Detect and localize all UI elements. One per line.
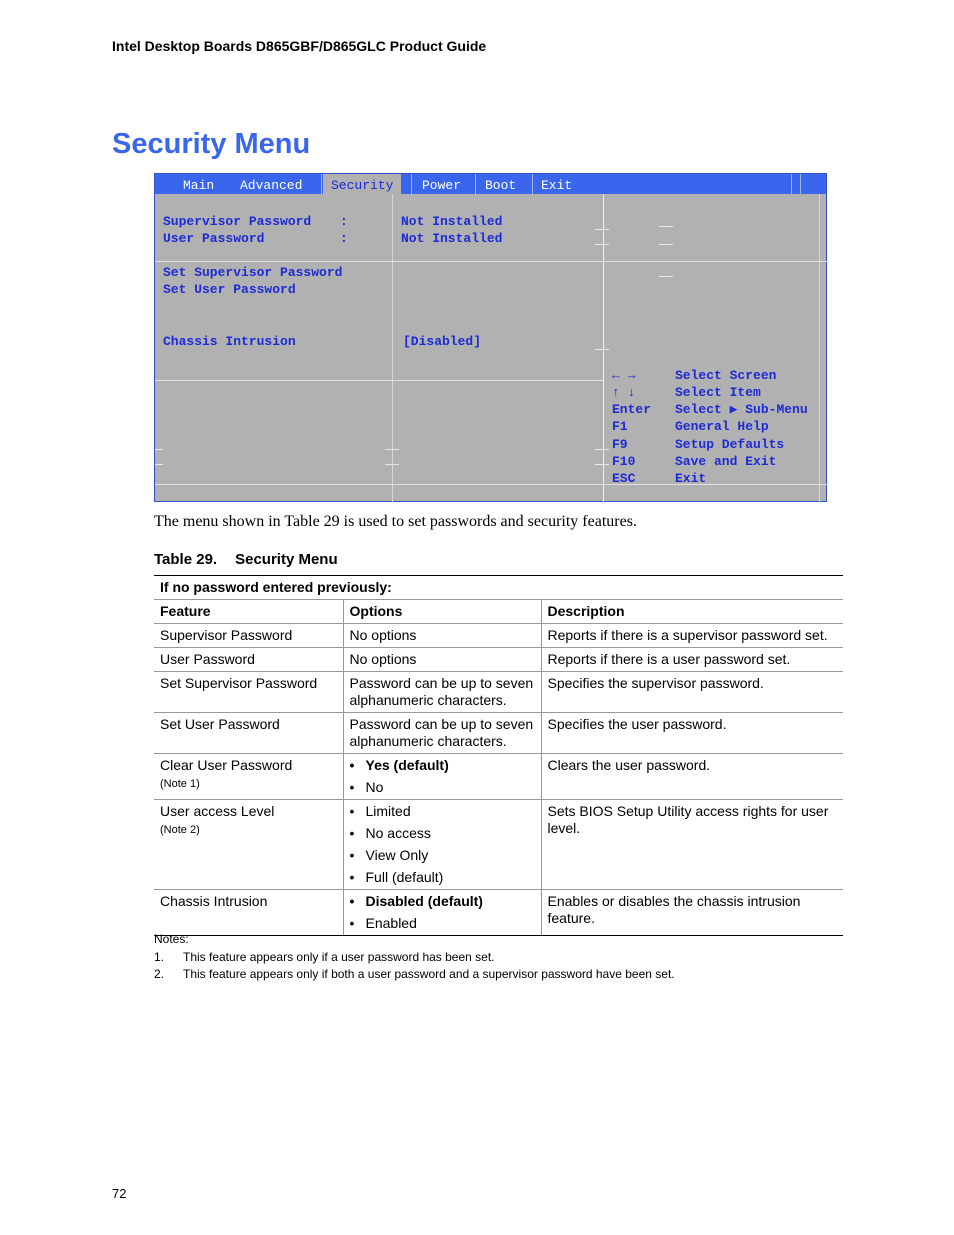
security-menu-table — [154, 575, 843, 936]
note-number: 2. — [154, 967, 165, 981]
table-header-row — [154, 600, 843, 624]
bios-key-arrows-lr: ← → — [612, 368, 636, 383]
bios-field-sep: : — [340, 231, 348, 246]
panel-edge — [819, 194, 820, 502]
cell-options — [343, 800, 541, 890]
cell-options — [343, 890, 541, 936]
bios-menu-power[interactable]: Power — [422, 178, 462, 193]
table-row — [154, 648, 843, 672]
bios-key-desc: Select Item — [675, 385, 761, 400]
header-feature: Feature — [154, 600, 343, 624]
bios-key-arrows-ud: ↑ ↓ — [612, 385, 636, 400]
bios-menu-security[interactable]: Security — [323, 174, 401, 194]
header-options: Options — [343, 600, 541, 624]
option-item: • No access — [350, 825, 535, 842]
table-row — [154, 672, 843, 713]
cell-feature — [154, 800, 343, 890]
menu-separator — [321, 174, 322, 194]
bios-menu-main[interactable]: Main — [183, 178, 215, 193]
table-caption-title: Security Menu — [235, 551, 338, 568]
bios-key-f1: F1 — [612, 419, 628, 434]
menu-separator — [791, 174, 792, 194]
table-row — [154, 754, 843, 800]
option-item: • No — [350, 779, 535, 796]
note-item — [154, 967, 675, 984]
bios-field-value-user: Not Installed — [401, 231, 503, 246]
cell-feature: Set User Password — [154, 713, 343, 754]
table-row — [154, 890, 843, 936]
option-item: • Limited — [350, 803, 535, 820]
cell-options — [343, 754, 541, 800]
table-row — [154, 800, 843, 890]
cell-description: Clears the user password. — [541, 754, 843, 800]
table-row — [154, 713, 843, 754]
bios-field-sep: : — [340, 214, 348, 229]
document-header: Intel Desktop Boards D865GBF/D865GLC Product Guide — [112, 38, 487, 54]
menu-separator — [800, 174, 801, 194]
note-reference: (Note 1) — [160, 778, 200, 790]
cell-options: Password can be up to seven alphanumeric characters. — [343, 672, 541, 713]
cell-description: Specifies the supervisor password. — [541, 672, 843, 713]
option-item: • Full (default) — [350, 869, 535, 886]
note-text: This feature appears only if both a user password and a supervisor password have been set. — [183, 967, 675, 981]
note-text: This feature appears only if a user password has been set. — [183, 950, 495, 964]
cell-feature: Supervisor Password — [154, 624, 343, 648]
bios-chassis-intrusion-value[interactable]: [Disabled] — [403, 334, 482, 349]
feature-name: User access Level — [160, 803, 275, 819]
table-caption — [154, 551, 338, 568]
intro-paragraph: The menu shown in Table 29 is used to set passwords and security features. — [154, 513, 637, 530]
bios-key-esc: ESC — [612, 471, 636, 486]
bios-key-desc: Setup Defaults — [675, 437, 785, 452]
cell-feature — [154, 754, 343, 800]
cell-feature: User Password — [154, 648, 343, 672]
option-item: • Yes (default) — [350, 757, 535, 774]
table-caption-number: Table 29. — [154, 551, 218, 568]
cell-options: Password can be up to seven alphanumeric characters. — [343, 713, 541, 754]
feature-name: Clear User Password — [160, 757, 293, 773]
table-row — [154, 624, 843, 648]
note-reference: (Note 2) — [160, 824, 200, 836]
section-title: Security Menu — [112, 128, 311, 160]
menu-separator — [475, 174, 476, 194]
cell-feature: Chassis Intrusion — [154, 890, 343, 936]
bios-key-desc: Exit — [675, 471, 707, 486]
bios-menu-boot[interactable]: Boot — [485, 178, 517, 193]
menu-separator — [411, 174, 412, 194]
notes — [154, 932, 675, 984]
row-divider — [155, 261, 828, 262]
bios-menubar — [155, 174, 826, 194]
row-divider — [155, 380, 603, 381]
bios-set-user-password[interactable]: Set User Password — [163, 282, 296, 297]
option-item: • Enabled — [350, 915, 535, 932]
bios-field-label-supervisor: Supervisor Password — [163, 214, 312, 229]
cell-description: Reports if there is a supervisor password set. — [541, 624, 843, 648]
bios-key-desc: General Help — [675, 419, 769, 434]
panel-divider — [603, 194, 604, 502]
table-top-row — [154, 576, 843, 600]
bios-field-label-user: User Password — [163, 231, 265, 246]
bios-menu-exit[interactable]: Exit — [541, 178, 573, 193]
header-description: Description — [541, 600, 843, 624]
option-item: • View Only — [350, 847, 535, 864]
bios-key-enter: Enter — [612, 402, 652, 417]
cell-feature: Set Supervisor Password — [154, 672, 343, 713]
bios-screen — [154, 173, 827, 502]
note-item — [154, 950, 495, 967]
notes-title: Notes: — [154, 932, 189, 946]
cell-description: Sets BIOS Setup Utility access rights for user level. — [541, 800, 843, 890]
table-top-cell: If no password entered previously: — [154, 576, 843, 600]
bios-chassis-intrusion-label[interactable]: Chassis Intrusion — [163, 334, 296, 349]
column-divider — [392, 194, 393, 502]
bios-key-desc: Save and Exit — [675, 454, 777, 469]
bios-key-f10: F10 — [612, 454, 636, 469]
option-item: • Disabled (default) — [350, 893, 535, 910]
cell-description: Enables or disables the chassis intrusion feature. — [541, 890, 843, 936]
bios-key-f9: F9 — [612, 437, 628, 452]
bios-menu-advanced[interactable]: Advanced — [240, 178, 303, 193]
bios-set-supervisor-password[interactable]: Set Supervisor Password — [163, 265, 343, 280]
bios-key-desc: Select Screen — [675, 368, 777, 383]
note-number: 1. — [154, 950, 165, 964]
cell-description: Reports if there is a user password set. — [541, 648, 843, 672]
menu-separator — [532, 174, 533, 194]
bios-field-value-supervisor: Not Installed — [401, 214, 503, 229]
cell-options: No options — [343, 624, 541, 648]
page-number: 72 — [112, 1186, 127, 1201]
bios-key-desc: Select ▶ Sub-Menu — [675, 402, 808, 417]
cell-description: Specifies the user password. — [541, 713, 843, 754]
row-divider — [155, 484, 828, 485]
cell-options: No options — [343, 648, 541, 672]
